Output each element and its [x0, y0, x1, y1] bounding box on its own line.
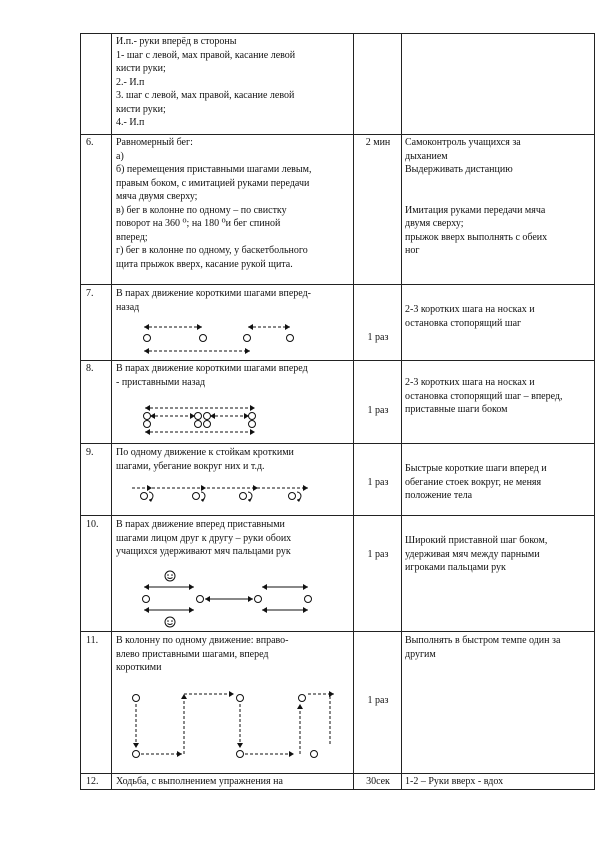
diagram-zigzag-column	[124, 686, 354, 766]
exercise-text: В колонну по одному движение: вправо- влево приставными шагами, вперед короткими	[116, 635, 289, 673]
table-border-left	[80, 33, 81, 790]
dosage: 1 раз	[367, 477, 389, 488]
row-number: 9.	[86, 447, 94, 458]
pole-marker-icon	[193, 493, 200, 500]
dosage: 1 раз	[367, 332, 389, 343]
exercise-text: В парах движение короткими шагами вперед- назад	[116, 288, 311, 313]
row-number: 8.	[86, 363, 94, 374]
exercise-text: И.п.- руки вперёд в стороны 1- шаг с левой, мах правой, касание левой кисти руки; 2.- И.п 3. шаг с левой, мах правой, касание левой кисти руки; 4.- И.п	[116, 36, 296, 128]
method-note: 2-3 коротких шага на носках и остановка стопорящий шаг	[405, 304, 535, 329]
dosage: 1 раз	[367, 405, 389, 416]
method-note: 1-2 – Руки вверх - вдох	[405, 776, 504, 787]
method-note: Быстрые короткие шаги вперед и обегание стоек вокруг, не меняя положение тела	[405, 463, 547, 501]
dosage: 1 раз	[367, 549, 389, 560]
row-divider	[80, 360, 594, 361]
pole-marker-icon	[240, 493, 247, 500]
row-divider	[80, 631, 594, 632]
smiley-face-icon	[165, 571, 175, 581]
column-divider-number	[111, 33, 112, 790]
row-divider	[80, 284, 594, 285]
diagram-side-steps-ball	[138, 568, 328, 628]
exercise-text: Ходьба, с выполнением упражнения на	[116, 776, 283, 787]
exercise-text: По одному движение к стойкам кроткими шагами, убегание вокруг них и т.д.	[116, 447, 294, 472]
method-note: Широкий приставной шаг боком, удерживая мяч между парными игроками пальцами рук	[405, 535, 548, 573]
dosage: 2 мин	[365, 137, 391, 148]
method-note: Самоконтроль учащихся за дыханием Выдерживать дистанцию Имитация руками передачи мяча двумя сверху; прыжок вверх выполнять с обеих ног	[405, 137, 548, 256]
row-divider	[80, 134, 594, 135]
method-note: 2-3 коротких шага на носках и остановка стопорящий шаг – вперед, приставные шаги боком	[405, 377, 563, 415]
row-number: 12.	[86, 776, 99, 787]
player-circle-icon	[287, 335, 294, 342]
pole-marker-icon	[289, 493, 296, 500]
diagram-poles-run	[130, 480, 320, 506]
row-divider	[80, 773, 594, 774]
diagram-pairs-forward-side	[140, 400, 280, 442]
exercise-text: В парах движение короткими шагами вперед - приставными назад	[116, 363, 308, 388]
pole-marker-icon	[141, 493, 148, 500]
column-divider-exercise	[353, 33, 354, 790]
exercise-text: Равномерный бег: а) б) перемещения приставными шагами левым, правым боком, с имитацией руками передачи мяча двумя сверху; в) бег в колонне по одному – по свистку поворот на 360 ⁰; на 180 ⁰и бег спиной вперед; г) бег в колонне по одному, у баскетбольного щита прыжок вверх, касание рукой щита.	[116, 137, 312, 270]
smiley-face-icon	[165, 617, 175, 627]
row-number: 7.	[86, 288, 94, 299]
diagram-pairs-forward-back	[130, 318, 270, 358]
row-number: 10.	[86, 519, 99, 530]
dosage: 30сек	[366, 776, 390, 787]
table-border-bottom	[80, 789, 594, 790]
row-divider	[80, 515, 594, 516]
player-circle-icon	[144, 335, 151, 342]
method-note: Выполнять в быстром темпе один за другим	[405, 635, 561, 660]
column-divider-dose	[401, 33, 402, 790]
exercise-text: В парах движение вперед приставными шагами лицом друг к другу – руки обоих учащихся удерживают мяч пальцами рук	[116, 519, 292, 557]
dosage: 1 раз	[367, 695, 389, 706]
row-divider	[80, 33, 594, 34]
player-circle-icon	[244, 335, 251, 342]
row-number: 11.	[86, 635, 99, 646]
row-divider	[80, 443, 594, 444]
row-number: 6.	[86, 137, 94, 148]
player-circle-icon	[200, 335, 207, 342]
